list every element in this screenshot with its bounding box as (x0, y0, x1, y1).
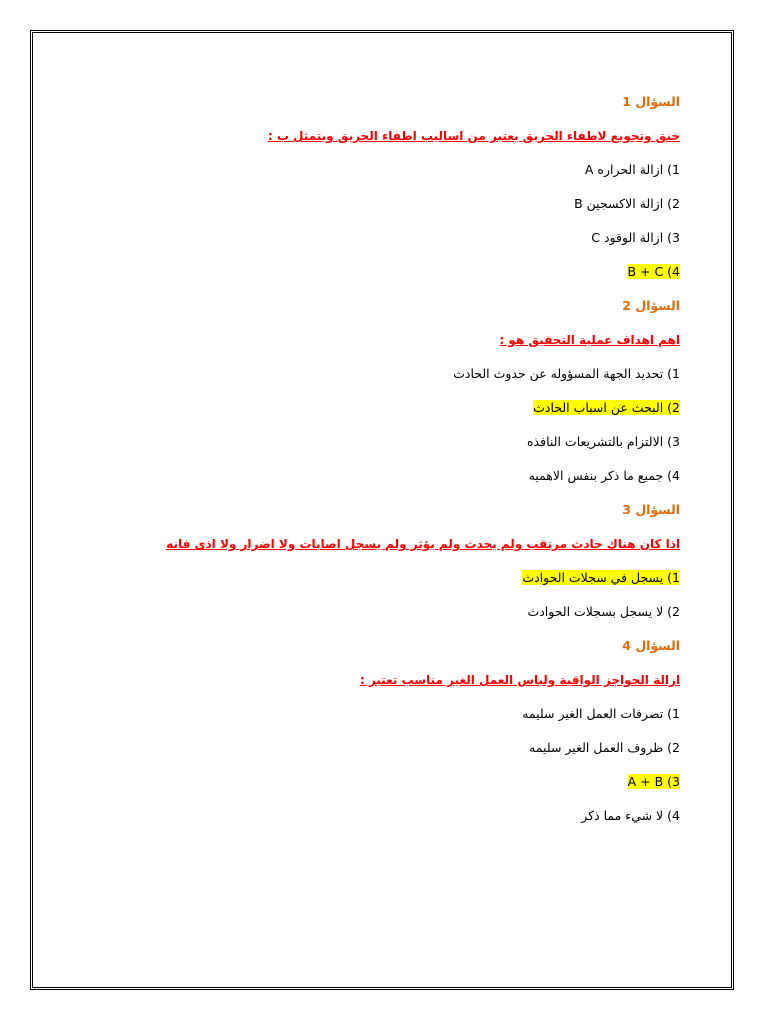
question-1-text-line (80, 126, 680, 160)
question-title: السؤال 2 (622, 298, 680, 313)
option-line (80, 194, 680, 228)
question-4-block (80, 636, 680, 670)
answer-option: 3) ازالة الوقود C (591, 230, 680, 245)
question-2-block (80, 296, 680, 330)
highlighted-answer-option: 1) يسجل في سجلات الحوادث (522, 570, 680, 585)
option-line (80, 704, 680, 738)
question-text: خنق وتجويع لاطفاء الحريق يعتبر من اساليب اطفاء الحريق ويتمثل ب : (267, 129, 680, 143)
option-line (80, 602, 680, 636)
answer-option: 2) ظروف العمل الغير سليمه (529, 740, 680, 755)
answer-option: 1) تحديد الجهة المسؤوله عن حدوث الحادث (453, 366, 680, 381)
option-line (80, 568, 680, 602)
question-title: السؤال 1 (622, 94, 680, 109)
question-3-text-line (80, 534, 680, 568)
answer-option: 1) تصرفات العمل الغير سليمه (522, 706, 680, 721)
answer-option: 2) ازالة الاكسجين B (574, 196, 680, 211)
option-line (80, 160, 680, 194)
highlighted-answer-option: 2) البحث عن اسباب الحادث (533, 400, 680, 415)
question-text: ازالة الحواجز الواقية ولباس العمل الغير مناسب تعتبر : (359, 673, 680, 687)
highlighted-answer-option: 4) B + C (627, 264, 680, 279)
answer-option: 2) لا يسجل بسجلات الحوادث (527, 604, 680, 619)
option-line (80, 262, 680, 296)
highlighted-answer-option: 3) A + B (627, 774, 680, 789)
question-text: اهم اهداف عملية التحقيق هو : (499, 333, 680, 347)
question-title: السؤال 3 (622, 502, 680, 517)
document-body (80, 92, 680, 840)
option-line (80, 228, 680, 262)
answer-option: 4) جميع ما ذكر بنفس الاهميه (528, 468, 680, 483)
option-line (80, 364, 680, 398)
question-1-block (80, 92, 680, 126)
option-line (80, 398, 680, 432)
option-line (80, 806, 680, 840)
answer-option: 4) لا شيء مما ذكر (581, 808, 680, 823)
option-line (80, 772, 680, 806)
question-3-block (80, 500, 680, 534)
question-title: السؤال 4 (622, 638, 680, 653)
option-line (80, 738, 680, 772)
option-line (80, 432, 680, 466)
answer-option: 3) الالتزام بالتشريعات النافذه (527, 434, 680, 449)
option-line (80, 466, 680, 500)
answer-option: 1) ازالة الحراره A (584, 162, 680, 177)
question-text: اذا كان هناك حادث مرتقب ولم يحدث ولم يؤثر ولم يسجل اصابات ولا اضرار ولا اذى فانه (166, 537, 680, 551)
question-4-text-line (80, 670, 680, 704)
question-2-text-line (80, 330, 680, 364)
